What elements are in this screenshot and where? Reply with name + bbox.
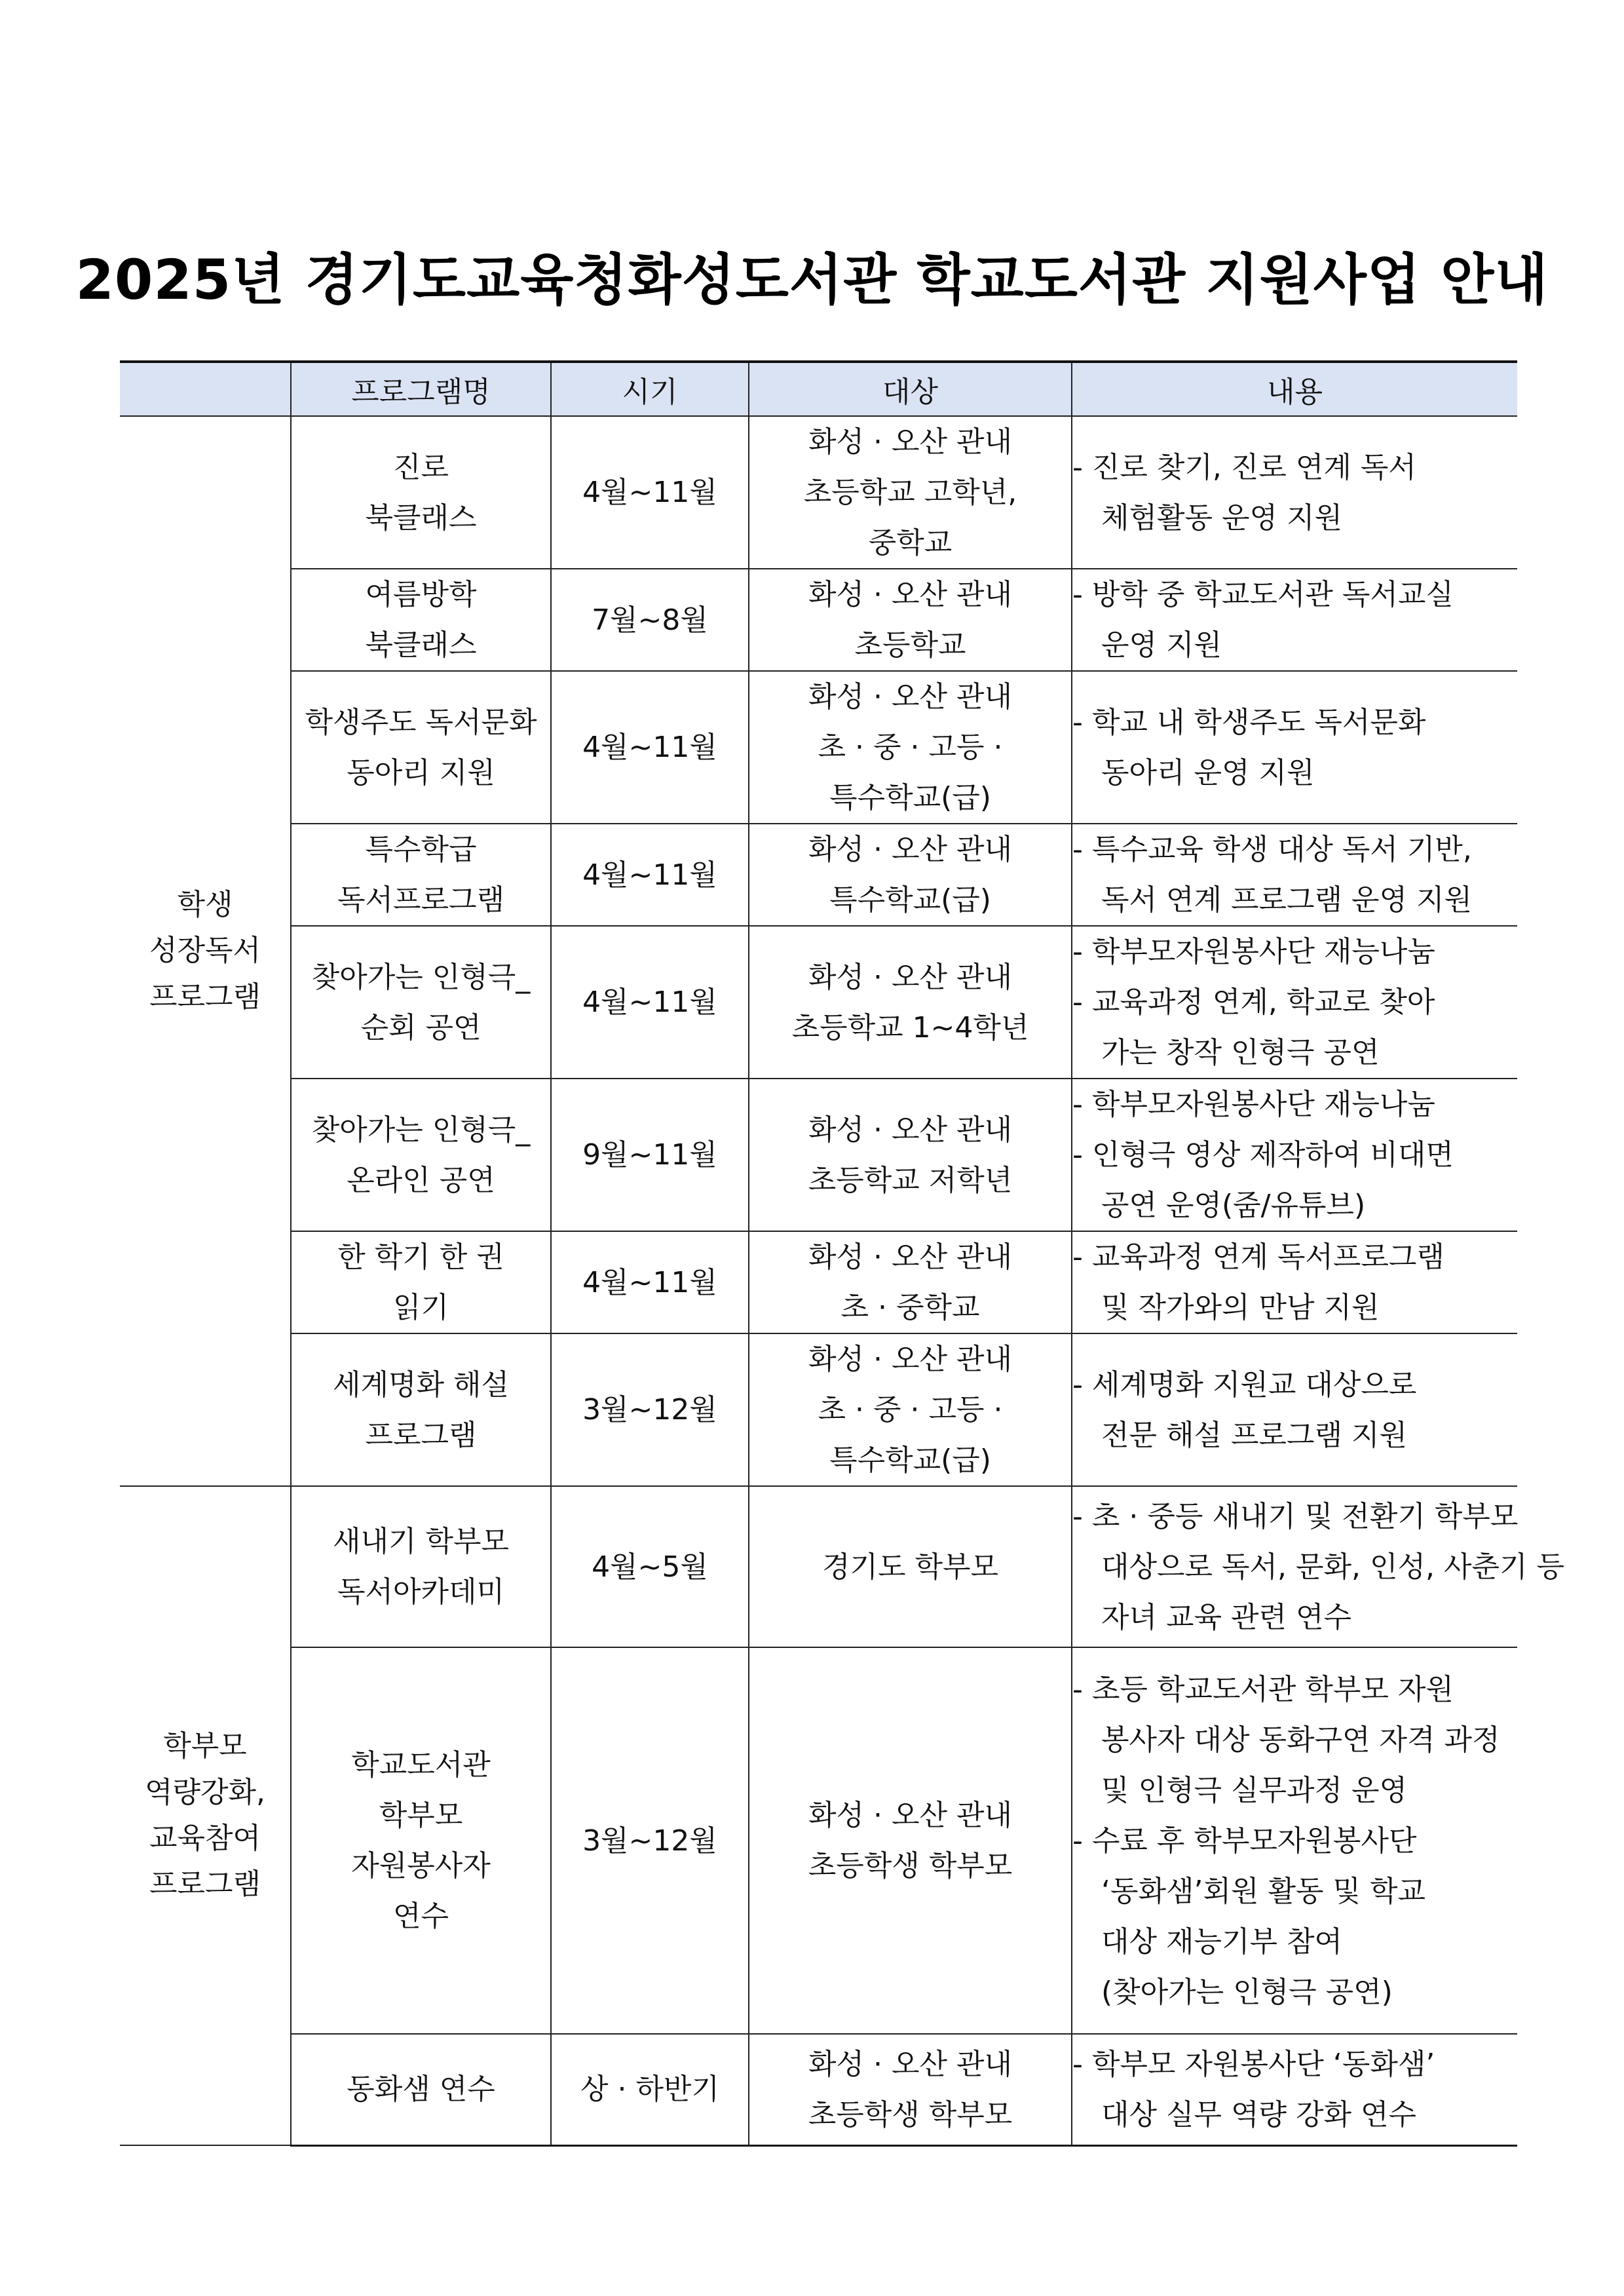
target-cell (749, 926, 1072, 1079)
category-label: 성장독서 (149, 934, 261, 968)
content-line: - 수료 후 학부모자원봉사단 (1072, 1824, 1417, 1858)
program-name: 찾아가는 인형극_ (311, 960, 531, 994)
program-name: 여름방학 (365, 578, 477, 611)
content-cell (1072, 416, 1517, 569)
content-line: - 학부모자원봉사단 재능나눔 (1072, 935, 1435, 968)
content-line: 대상 실무 역량 강화 연수 (1101, 2097, 1416, 2132)
period-value: 9월~11월 (582, 1138, 717, 1172)
program-name: 찾아가는 인형극_ (311, 1113, 531, 1147)
period-value: 상 · 하반기 (580, 2073, 719, 2107)
content-line: 체험활동 운영 지원 (1101, 501, 1343, 535)
category-label: 프로그램 (149, 980, 261, 1014)
program-name-cell (291, 1333, 551, 1486)
target-value: 초등학교 고학년, (803, 476, 1017, 509)
program-name-cell (291, 1079, 551, 1231)
content-line: - 학부모자원봉사단 재능나눔 (1072, 1088, 1435, 1121)
content-line: - 진로 찾기, 진로 연계 독서 (1072, 450, 1416, 484)
target-value: 초 · 중학교 (840, 1291, 980, 1324)
content-cell (1072, 1079, 1517, 1231)
program-name-cell (291, 416, 551, 569)
program-name-cell (291, 1231, 551, 1333)
content-line: 전문 해설 프로그램 지원 (1101, 1418, 1407, 1452)
target-cell (749, 1079, 1072, 1231)
category-label: 교육참여 (149, 1822, 261, 1855)
content-line: 대상 재능기부 참여 (1101, 1924, 1343, 1959)
table-row (120, 1079, 1517, 1231)
content-line: - 인형극 영상 제작하여 비대면 (1072, 1138, 1454, 1172)
program-name: 동아리 지원 (347, 756, 495, 790)
program-name: 순회 공연 (360, 1010, 482, 1044)
period-cell (551, 1486, 749, 1647)
table-row (120, 1647, 1517, 2034)
content-cell (1072, 926, 1517, 1079)
table-row (120, 2034, 1517, 2145)
target-value: 초등학교 저학년 (808, 1163, 1013, 1197)
period-cell (551, 824, 749, 926)
program-name: 북클래스 (365, 501, 477, 535)
period-value: 4월~11월 (582, 476, 717, 509)
period-cell (551, 926, 749, 1079)
header-period: 시기 (551, 362, 749, 416)
program-name-cell (291, 1486, 551, 1647)
category-label: 학부모 (163, 1729, 247, 1763)
table-row (120, 926, 1517, 1079)
target-value: 화성 · 오산 관내 (808, 425, 1012, 459)
target-value: 특수학교(급) (829, 781, 991, 814)
program-name: 읽기 (392, 1291, 449, 1324)
program-name-cell (291, 1647, 551, 2034)
category-cell (120, 416, 291, 1486)
category-label: 역량강화, (144, 1775, 265, 1809)
content-line: 및 인형극 실무과정 운영 (1101, 1773, 1407, 1807)
target-value: 초등학교 (854, 628, 966, 662)
content-cell (1072, 569, 1517, 671)
program-name: 북클래스 (365, 628, 477, 662)
target-value: 초등학생 학부모 (808, 2097, 1013, 2132)
target-value: 화성 · 오산 관내 (808, 1799, 1012, 1832)
target-value: 특수학교(급) (829, 1444, 991, 1477)
target-cell (749, 1647, 1072, 2034)
content-line: - 학부모 자원봉사단 ‘동화샘’ (1072, 2047, 1435, 2081)
target-value: 경기도 학부모 (821, 1550, 998, 1584)
content-cell (1072, 1231, 1517, 1333)
period-value: 3월~12월 (582, 1393, 717, 1426)
program-name-cell (291, 671, 551, 824)
table-row (120, 671, 1517, 824)
target-cell (749, 2034, 1072, 2145)
program-name: 세계명화 해설 (332, 1368, 509, 1402)
target-value: 특수학교(급) (829, 883, 991, 917)
content-line: 독서 연계 프로그램 운영 지원 (1101, 883, 1472, 917)
content-cell (1072, 1647, 1517, 2034)
target-cell (749, 671, 1072, 824)
period-value: 4월~11월 (582, 1265, 717, 1299)
content-cell (1072, 1486, 1564, 1647)
period-value: 7월~8월 (592, 603, 708, 637)
content-line: - 교육과정 연계, 학교로 찾아 (1072, 985, 1435, 1019)
program-name: 특수학급 (365, 833, 477, 866)
target-value: 화성 · 오산 관내 (808, 578, 1012, 611)
program-name: 동화샘 연수 (347, 2073, 495, 2107)
target-value: 화성 · 오산 관내 (808, 1113, 1012, 1147)
content-line: - 교육과정 연계 독서프로그램 (1072, 1240, 1445, 1274)
content-line: 자녀 교육 관련 연수 (1101, 1600, 1351, 1634)
program-name: 독서아카데미 (337, 1575, 505, 1609)
target-value: 화성 · 오산 관내 (808, 1240, 1012, 1274)
page-title: 2025년 경기도교육청화성도서관 학교도서관 지원사업 안내 (75, 248, 1549, 312)
period-value: 4월~11월 (582, 858, 717, 892)
program-name-cell (291, 926, 551, 1079)
program-name: 연수 (392, 1900, 449, 1933)
program-name: 한 학기 한 권 (337, 1240, 504, 1274)
period-value: 4월~5월 (592, 1550, 708, 1584)
target-value: 화성 · 오산 관내 (808, 1343, 1012, 1376)
target-value: 초등학교 1~4학년 (791, 1010, 1029, 1044)
target-value: 초등학생 학부모 (808, 1849, 1013, 1883)
content-line: 봉사자 대상 동화구연 자격 과정 (1101, 1723, 1500, 1757)
header-program: 프로그램명 (291, 362, 551, 416)
program-name: 학생주도 독서문화 (305, 705, 537, 739)
header-content: 내용 (1072, 362, 1517, 416)
content-line: - 학교 내 학생주도 독서문화 (1072, 705, 1426, 739)
program-name-cell (291, 569, 551, 671)
table-row (120, 824, 1517, 926)
program-name: 독서프로그램 (337, 883, 505, 917)
content-line: - 방학 중 학교도서관 독서교실 (1072, 578, 1454, 611)
period-value: 4월~11월 (582, 731, 717, 764)
target-cell (749, 824, 1072, 926)
period-cell (551, 416, 749, 569)
program-name: 프로그램 (365, 1418, 477, 1452)
period-cell (551, 1079, 749, 1231)
target-value: 화성 · 오산 관내 (808, 960, 1012, 994)
content-cell (1072, 824, 1517, 926)
period-value: 4월~11월 (582, 985, 717, 1019)
content-cell (1072, 671, 1517, 824)
program-name: 자원봉사자 (351, 1849, 491, 1883)
period-cell (551, 1333, 749, 1486)
table-row (120, 416, 1517, 569)
target-value: 초 · 중 · 고등 · (818, 1393, 1003, 1426)
content-line: 동아리 운영 지원 (1101, 756, 1315, 790)
table-row (120, 1486, 1517, 1647)
content-line: 운영 지원 (1101, 628, 1222, 662)
program-name-cell (291, 2034, 551, 2145)
table-row (120, 569, 1517, 671)
content-line: 가는 창작 인형극 공연 (1101, 1036, 1380, 1069)
content-line: 공연 운영(줌/유튜브) (1101, 1189, 1366, 1222)
target-cell (749, 1333, 1072, 1486)
target-cell (749, 569, 1072, 671)
target-value: 초 · 중 · 고등 · (818, 731, 1003, 764)
program-name: 진로 (392, 450, 449, 484)
content-line: 대상으로 독서, 문화, 인성, 사춘기 등 (1101, 1550, 1564, 1584)
target-value: 화성 · 오산 관내 (808, 680, 1012, 714)
target-value: 중학교 (868, 526, 953, 560)
program-table (120, 360, 1564, 2147)
content-line: - 세계명화 지원교 대상으로 (1072, 1368, 1417, 1402)
header-target: 대상 (749, 362, 1072, 416)
content-line: - 초등 학교도서관 학부모 자원 (1072, 1672, 1454, 1706)
period-value: 3월~12월 (582, 1824, 717, 1858)
header-category (120, 362, 291, 416)
target-cell (749, 1231, 1072, 1333)
content-line: 및 작가와의 만남 지원 (1101, 1291, 1380, 1324)
content-line: - 초 · 중등 새내기 및 전환기 학부모 (1072, 1499, 1519, 1533)
period-cell (551, 1231, 749, 1333)
program-name: 온라인 공연 (347, 1163, 495, 1197)
period-cell (551, 569, 749, 671)
content-line: ‘동화샘’회원 활동 및 학교 (1101, 1874, 1426, 1908)
content-cell (1072, 1333, 1517, 1486)
table-row (120, 1333, 1517, 1486)
program-name: 새내기 학부모 (332, 1525, 509, 1558)
period-cell (551, 2034, 749, 2145)
target-cell (749, 1486, 1072, 1647)
table-row (120, 1231, 1517, 1333)
content-cell (1072, 2034, 1517, 2145)
content-line: - 특수교육 학생 대상 독서 기반, (1072, 833, 1472, 866)
program-name: 학부모 (379, 1799, 463, 1832)
period-cell (551, 1647, 749, 2034)
program-name: 학교도서관 (351, 1748, 491, 1782)
target-value: 화성 · 오산 관내 (808, 833, 1012, 866)
target-cell (749, 416, 1072, 569)
category-label: 프로그램 (149, 1867, 261, 1902)
category-cell (120, 1486, 291, 2145)
table-header-row (120, 362, 1517, 416)
content-line: (찾아가는 인형극 공연) (1101, 1975, 1393, 2009)
target-value: 화성 · 오산 관내 (808, 2047, 1012, 2081)
program-name-cell (291, 824, 551, 926)
period-cell (551, 671, 749, 824)
category-label: 학생 (177, 887, 233, 921)
